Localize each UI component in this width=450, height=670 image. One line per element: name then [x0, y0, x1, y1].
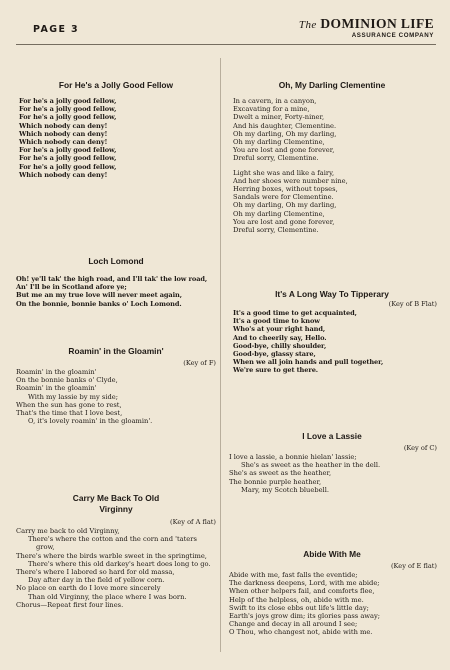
lyric-line: Oh my darling Clementine,	[233, 138, 325, 147]
lyric-line: Swift to its close ebbs out life's little day;	[229, 603, 369, 612]
lyric-line: Oh my darling Clementine,	[233, 209, 325, 218]
song-title: I Love a Lassie	[302, 431, 362, 441]
song-lyrics	[227, 453, 437, 494]
lyric-line: And to cheerily say, Hello.	[233, 333, 327, 342]
song-carry-me-back	[16, 493, 216, 609]
lyric-line: Help of the helpless, oh, abide with me.	[229, 595, 364, 604]
lyric-line: When the sun has gone to rest,	[16, 400, 122, 409]
song-i-love-a-lassie	[227, 431, 437, 494]
chorus-note: Chorus—Repeat first four lines.	[16, 600, 124, 609]
lyric-line: Sandals were for Clementine.	[233, 193, 334, 202]
song-title: It's A Long Way To Tipperary	[275, 289, 389, 299]
lyric-line: Roamin' in the gloamin'	[16, 368, 97, 376]
lyric-line: With my lassie by my side;	[28, 392, 118, 401]
lyric-line: The darkness deepens, Lord, with me abide;	[229, 579, 380, 588]
lyric-line: There's where the birds warble sweet in the springtime,	[16, 551, 207, 560]
song-lyrics	[16, 97, 216, 179]
lyric-line: An' I'll be in Scotland afore ye;	[16, 283, 127, 292]
lyric-line: Day after day in the field of yellow corn.	[28, 576, 165, 585]
song-lyrics	[227, 97, 437, 234]
lyric-line: There's where I labored so hard for old massa,	[16, 568, 175, 577]
lyric-line: In a cavern, in a canyon,	[233, 97, 317, 105]
lyric-line: Oh my darling, Oh my darling,	[233, 201, 337, 210]
lyric-line: You are lost and gone forever,	[233, 217, 335, 226]
lyric-line: For he's a jolly good fellow,	[19, 154, 117, 163]
lyric-line: Who's at your right hand,	[233, 325, 326, 334]
brand-prefix: The	[298, 19, 317, 31]
lyric-line: Good-bye, glassy stare,	[233, 350, 316, 359]
lyric-line: Oh my darling, Oh my darling,	[233, 129, 337, 138]
lyric-line: On the bonnie, bonnie banks o' Loch Lomond.	[16, 299, 182, 308]
lyric-line: Dreful sorry, Clementine.	[233, 226, 319, 235]
lyric-line: Oh! ye'll tak' the high road, and I'll tak' the low road,	[16, 275, 208, 283]
lyric-line: But me an my true love will never meet again,	[16, 291, 182, 300]
brand-name: DOMINION LIFE	[320, 16, 434, 31]
song-key: (Key of B Flat)	[388, 300, 437, 308]
song-loch-lomond	[16, 256, 216, 308]
lyric-line: It's a good time to get acquainted,	[233, 309, 357, 317]
lyric-line: Which nobody can deny!	[19, 129, 108, 138]
song-title: Oh, My Darling Clementine	[278, 80, 386, 90]
lyric-line: O Thou, who changest not, abide with me.	[229, 628, 373, 637]
lyric-line: Than old Virginny, the place where I was born.	[28, 592, 187, 601]
lyric-line: Change and decay in all around I see;	[229, 620, 358, 629]
lyric-line: O, it's lovely roamin' in the gloamin'.	[28, 417, 153, 426]
lyric-line: Which nobody can deny!	[19, 138, 108, 147]
lyric-line: Abide with me, fast falls the eventide;	[229, 571, 358, 579]
song-title: For He's a Jolly Good Fellow	[58, 80, 174, 90]
song-jolly-good-fellow	[16, 80, 216, 179]
lyric-line: Roamin' in the gloamin'	[16, 384, 97, 393]
lyric-line: Mary, my Scotch bluebell.	[241, 485, 329, 494]
song-title: Loch Lomond	[88, 256, 144, 266]
lyric-line: For he's a jolly good fellow,	[19, 162, 117, 171]
song-abide-with-me	[227, 549, 437, 637]
song-title: Abide With Me	[303, 549, 361, 559]
song-roamin-in-the-gloamin	[16, 346, 216, 425]
lyric-line: We're sure to get there.	[233, 366, 319, 375]
header-rule	[16, 44, 436, 45]
lyric-line: Carry me back to old Virginny,	[16, 527, 120, 535]
lyric-line: There's where the cotton and the corn and 'taters grow,	[28, 535, 197, 552]
lyric-line: It's a good time to know	[233, 317, 320, 326]
lyric-line: Good-bye, chilly shoulder,	[233, 341, 327, 350]
company-logo	[299, 17, 434, 40]
song-lyrics	[227, 309, 437, 375]
lyric-line: For he's a jolly good fellow,	[19, 113, 117, 122]
lyric-line: Earth's joys grow dim; its glories pass away;	[229, 612, 381, 621]
song-key: (Key of C)	[403, 444, 437, 452]
lyric-line: That's the time that I love best,	[16, 409, 123, 418]
lyric-line: On the bonnie banks o' Clyde,	[16, 376, 118, 385]
lyric-line: Light she was and like a fairy,	[233, 168, 335, 177]
lyric-line: And her shoes were number nine,	[233, 176, 348, 185]
lyric-line: The bonnie purple heather,	[229, 477, 322, 486]
lyric-line: For he's a jolly good fellow,	[19, 97, 117, 105]
lyric-line: For he's a jolly good fellow,	[19, 105, 117, 114]
brand-subtitle: ASSURANCE COMPANY	[351, 32, 434, 39]
song-key: (Key of E flat)	[390, 562, 437, 570]
lyric-line: Which nobody can deny!	[19, 170, 108, 179]
lyric-line: I love a lassie, a bonnie hielan' lassie;	[229, 453, 357, 461]
song-title: Carry Me Back To Old Virginny	[72, 493, 160, 514]
song-lyrics	[16, 275, 216, 308]
lyric-line: Excavating for a mine,	[233, 105, 310, 114]
song-title: Roamin' in the Gloamin'	[68, 346, 164, 356]
song-lyrics	[227, 571, 437, 637]
lyric-line: She's as sweet as the heather in the dell.	[241, 461, 381, 470]
lyric-line: Which nobody can deny!	[19, 121, 108, 130]
song-tipperary	[227, 289, 437, 375]
lyric-line: When other helpers fail, and comforts flee,	[229, 587, 375, 596]
song-clementine	[227, 80, 437, 234]
lyric-line: Herring boxes, without topses,	[233, 185, 338, 194]
lyric-line: For he's a jolly good fellow,	[19, 146, 117, 155]
lyric-line: Dreful sorry, Clementine.	[233, 154, 319, 163]
lyric-line: And his daughter, Clementine.	[233, 121, 337, 130]
lyric-line: No place on earth do I love more sincerely	[16, 584, 161, 593]
lyric-line: She's as sweet as the heather,	[229, 469, 332, 478]
song-key: (Key of A flat)	[170, 518, 216, 526]
lyric-line: There's where this old darkey's heart does long to go.	[28, 559, 211, 568]
song-lyrics	[16, 527, 216, 609]
song-lyrics	[16, 368, 216, 425]
lyric-line: Dwelt a miner, Forty-niner,	[233, 113, 325, 122]
page-number: PAGE 3	[33, 24, 80, 35]
song-key: (Key of F)	[183, 359, 216, 367]
lyric-line: You are lost and gone forever,	[233, 146, 335, 155]
lyric-line: When we all join hands and pull together,	[233, 358, 384, 367]
column-divider	[220, 58, 221, 652]
